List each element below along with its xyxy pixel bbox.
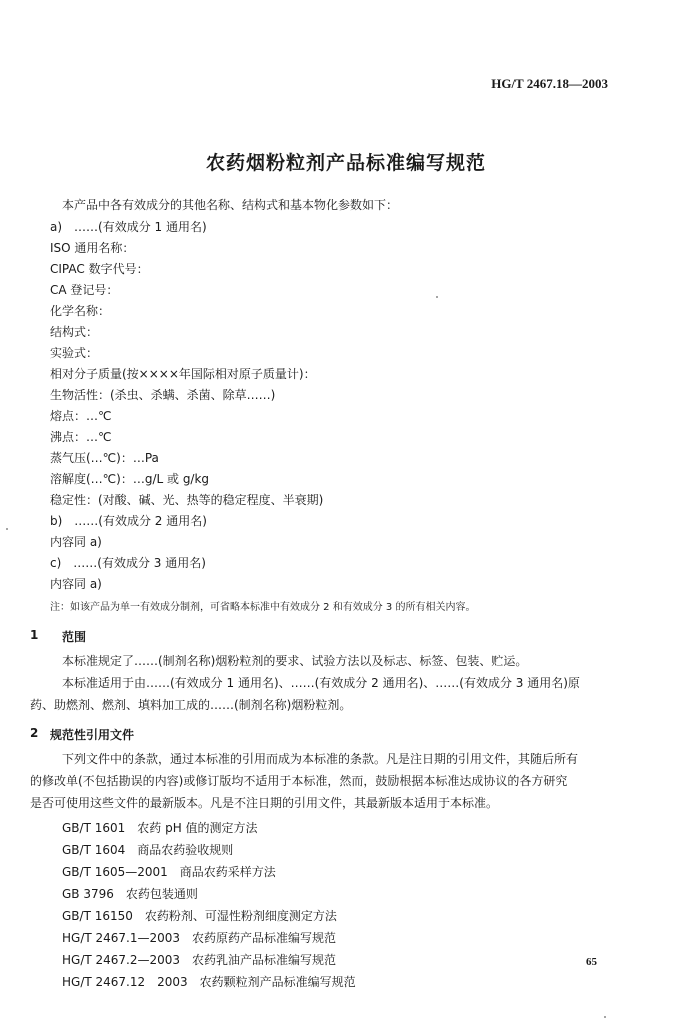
item-a: a) ……(有效成分 1 通用名) (50, 220, 207, 234)
scan-speck (604, 1016, 606, 1018)
reference-item: HG/T 2467.1—2003 农药原药产品标准编写规范 (62, 931, 337, 945)
field-structure: 结构式： (50, 325, 99, 339)
field-iso-name: ISO 通用名称： (50, 241, 135, 255)
field-molecular-mass: 相对分子质量(按××××年国际相对原子质量计)： (50, 367, 316, 381)
section-1-para-1: 本标准规定了……(制剂名称)烟粉粒剂的要求、试验方法以及标志、标签、包装、贮运。 (62, 654, 528, 668)
reference-item: HG/T 2467.12 2003 农药颗粒剂产品标准编写规范 (62, 975, 356, 989)
standard-number: HG/T 2467.18—2003 (491, 76, 608, 91)
field-bioactivity: 生物活性：(杀虫、杀螨、杀菌、除草……) (50, 388, 276, 402)
section-2-heading: 规范性引用文件 (50, 728, 135, 742)
page-number: 65 (586, 956, 597, 968)
field-empirical-formula: 实验式： (50, 346, 99, 360)
document-title: 农药烟粉粒剂产品标准编写规范 (205, 152, 486, 174)
field-cipac-code: CIPAC 数字代号： (50, 262, 149, 276)
reference-item: HG/T 2467.2—2003 农药乳油产品标准编写规范 (62, 953, 337, 967)
field-chemical-name: 化学名称： (50, 304, 111, 318)
section-2-para-line-1: 下列文件中的条款，通过本标准的引用而成为本标准的条款。凡是注日期的引用文件，其随后所有 (62, 752, 579, 766)
field-solubility: 溶解度(…℃)：…g/L 或 g/kg (50, 472, 210, 486)
item-c-same: 内容同 a) (50, 577, 102, 591)
field-stability: 稳定性：(对酸、碱、光、热等的稳定程度、半衰期) (50, 493, 324, 507)
item-b-same: 内容同 a) (50, 535, 102, 549)
intro-lead: 本产品中各有效成分的其他名称、结构式和基本物化参数如下： (62, 198, 399, 212)
scan-speck (436, 296, 438, 298)
section-2-number: 2 (30, 726, 39, 740)
scan-speck (6, 528, 8, 530)
item-c: c) ……(有效成分 3 通用名) (50, 556, 206, 570)
reference-item: GB/T 1601 农药 pH 值的测定方法 (62, 821, 258, 835)
section-1-para-2-line-1: 本标准适用于由……(有效成分 1 通用名)、……(有效成分 2 通用名)、……(有效成分 3 通用名)原 (62, 676, 580, 690)
section-1-para-2-line-2: 药、助燃剂、燃剂、填料加工成的……(制剂名称)烟粉粒剂。 (30, 698, 352, 712)
field-ca-number: CA 登记号： (50, 283, 119, 297)
item-b: b) ……(有效成分 2 通用名) (50, 514, 207, 528)
section-1-number: 1 (30, 628, 39, 642)
section-2-para-line-2: 的修改单(不包括勘误的内容)或修订版均不适用于本标准，然而，鼓励根据本标准达成协议的各方研究 (30, 774, 568, 788)
section-2-para-line-3: 是否可使用这些文件的最新版本。凡是不注日期的引用文件，其最新版本适用于本标准。 (30, 796, 499, 810)
reference-item: GB/T 16150 农药粉剂、可湿性粉剂细度测定方法 (62, 909, 337, 923)
reference-item: GB/T 1605—2001 商品农药采样方法 (62, 865, 276, 879)
field-melting-point: 熔点：…℃ (50, 409, 112, 423)
section-1-heading: 范围 (62, 630, 87, 644)
field-boiling-point: 沸点：…℃ (50, 430, 112, 444)
intro-note: 注：如该产品为单一有效成分制剂，可省略本标准中有效成分 2 和有效成分 3 的所有相关内容。 (50, 602, 476, 613)
field-vapor-pressure: 蒸气压(…℃)：…Pa (50, 451, 159, 465)
reference-item: GB/T 1604 商品农药验收规则 (62, 843, 234, 857)
reference-item: GB 3796 农药包装通则 (62, 887, 198, 901)
